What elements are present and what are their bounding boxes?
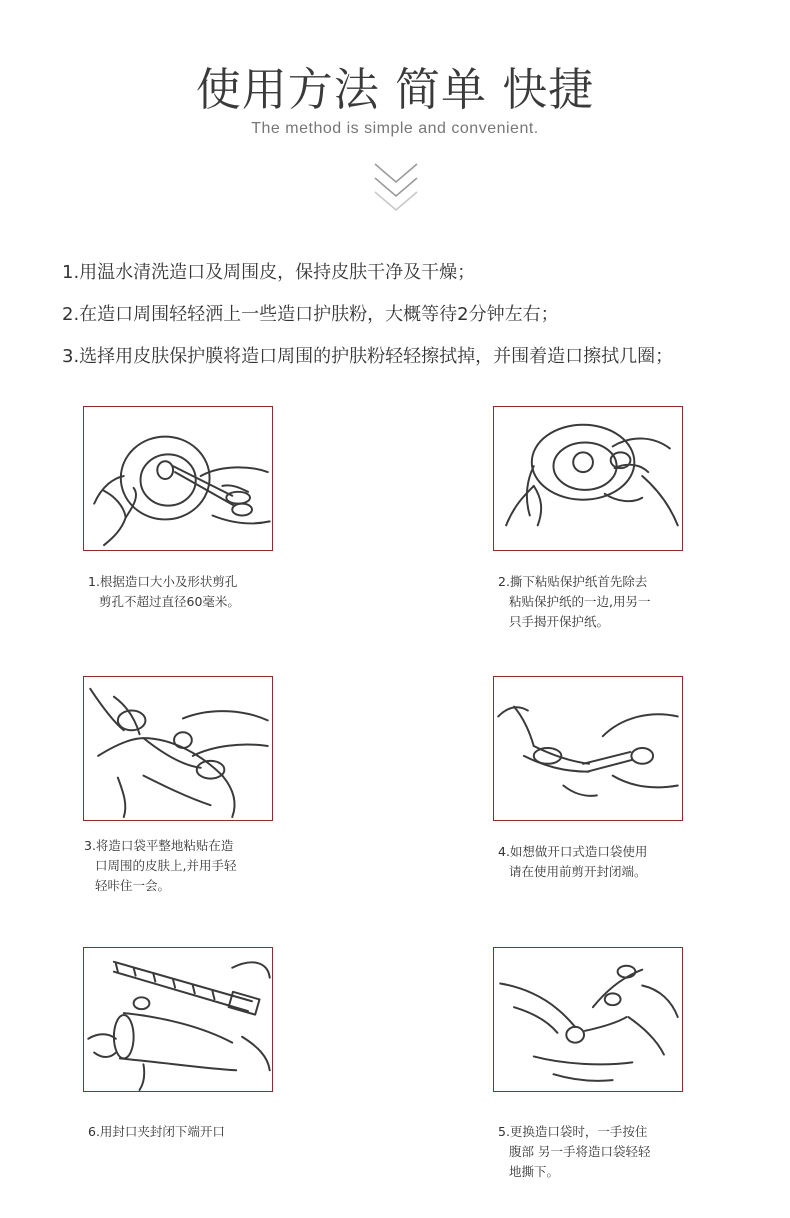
illustration-caption: 1.根据造口大小及形状剪孔 剪孔不超过直径60毫米。: [88, 574, 240, 609]
instruction-step: 1.用温水清洗造口及周围皮，保持皮肤干净及干燥；: [62, 262, 476, 283]
illustration-apply-pouch: [83, 676, 273, 821]
instruction-step: 3.选择用皮肤保护膜将造口周围的护肤粉轻轻擦拭掉，并围着造口擦拭几圈；: [62, 346, 674, 367]
illustration-remove-pouch: [493, 947, 683, 1092]
illustration-caption: 2.撕下粘贴保护纸首先除去 粘贴保护纸的一边,用另一 只手揭开保护纸。: [498, 574, 651, 629]
page-subtitle: The method is simple and convenient.: [251, 120, 539, 137]
illustration-caption: 4.如想做开口式造口袋使用 请在使用前剪开封闭端。: [498, 844, 648, 879]
instruction-list: [62, 258, 777, 384]
illustration-peel-paper: [493, 406, 683, 551]
illustration-cut-hole: [83, 406, 273, 551]
illustration-clip-closure: [83, 947, 273, 1092]
illustration-caption: 6.用封口夹封闭下端开口: [88, 1124, 225, 1139]
illustration-caption: 5.更换造口袋时，一手按住 腹部 另一手将造口袋轻轻 地撕下。: [498, 1124, 651, 1179]
illustration-cut-open: [493, 676, 683, 821]
instruction-step: 2.在造口周围轻轻洒上一些造口护肤粉，大概等待2分钟左右；: [62, 304, 559, 325]
chevron-down-icon: [372, 160, 420, 212]
page-title: 使用方法 简单 快捷: [195, 63, 595, 116]
illustration-caption: 3.将造口袋平整地粘贴在造 口周围的皮肤上,并用手轻 轻咔住一会。: [84, 838, 237, 893]
